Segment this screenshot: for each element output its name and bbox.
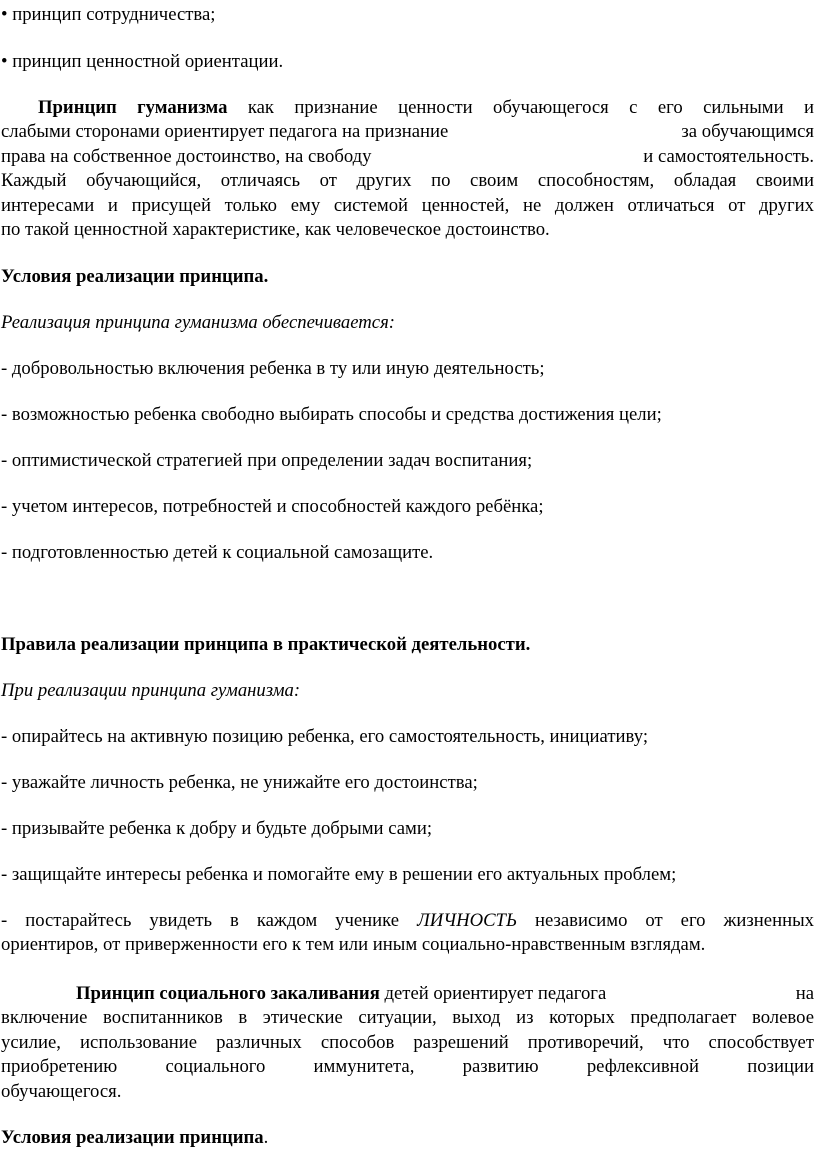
rules-item: - призывайте ребенка к добру и будьте добрыми сами; <box>1 818 433 839</box>
rules-item: - уважайте личность ребенка, не унижайте его достоинства; <box>1 772 478 793</box>
conditions-intro: Реализация принципа гуманизма обеспечивается: <box>1 312 395 333</box>
conditions-item: - подготовленностью детей к социальной самозащите. <box>1 542 434 563</box>
rules-heading: Правила реализации принципа в практической деятельности. <box>1 634 531 655</box>
conditions-item: - оптимистической стратегией при определении задач воспитания; <box>1 450 533 471</box>
rules-item: - опирайтесь на активную позицию ребенка, его самостоятельность, инициативу; <box>1 726 649 747</box>
rules-intro: При реализации принципа гуманизма: <box>1 680 301 701</box>
rules-item: - защищайте интересы ребенка и помогайте ему в решении его актуальных проблем; <box>1 864 677 885</box>
conditions-heading: Условия реализации принципа. <box>1 266 269 287</box>
rules-item-continuation: ориентиров, от приверженности его к тем или иным социально-нравственным взглядам. <box>1 934 706 955</box>
bullet-cooperation: • принцип сотрудничества; <box>1 4 216 25</box>
social-hardening-heading: Принцип социального закаливания <box>76 983 380 1004</box>
conditions-item: - добровольностью включения ребенка в ту или иную деятельность; <box>1 358 545 379</box>
conditions-item: - возможностью ребенка свободно выбирать способы и средства достижения цели; <box>1 404 662 425</box>
bullet-value-orientation: • принцип ценностной ориентации. <box>1 51 284 72</box>
rules-item: - постарайтесь увидеть в каждом ученике ЛИЧНОСТЬ независимо от его жизненных <box>1 910 814 931</box>
conditions-heading-2: Условия реализации принципа. <box>1 1127 269 1148</box>
conditions-item: - учетом интересов, потребностей и способностей каждого ребёнка; <box>1 496 544 517</box>
humanism-heading: Принцип гуманизма <box>38 97 228 118</box>
